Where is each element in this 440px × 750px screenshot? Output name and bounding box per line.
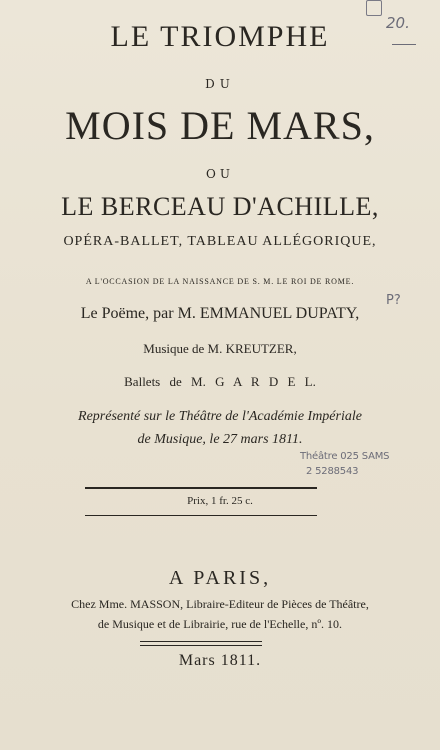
imprint-publisher-1: Chez Mme. MASSON, Libraire-Editeur de Pièces de Théâtre, [71, 597, 369, 611]
performance-line-2: de Musique, le 27 mars 1811. [137, 432, 303, 447]
credit-poem: Le Poëme, par M. EMMANUEL DUPATY, [80, 305, 360, 322]
handwritten-number: 20. [386, 14, 410, 32]
credit-music: Musique de M. KREUTZER, [143, 341, 297, 356]
price-text: Prix, 1 fr. 25 c. [187, 495, 253, 507]
imprint-date: Mars 1811. [178, 652, 262, 669]
title-line-4: OU [206, 167, 234, 181]
title-line-1: LE TRIOMPHE [110, 20, 330, 53]
subtitle-genre: OPÉRA-BALLET, TABLEAU ALLÉGORIQUE, [63, 234, 377, 249]
performance-line-1: Représenté sur le Théâtre de l'Académie Impériale [78, 409, 362, 424]
handwritten-shelfmark-2: 2 5288543 [306, 466, 359, 477]
corner-box-mark [366, 0, 382, 16]
handwritten-query-mark: P? [386, 293, 401, 308]
imprint-city: A PARIS, [168, 567, 272, 589]
title-line-5: LE BERCEAU D'ACHILLE, [61, 192, 379, 221]
handwritten-shelfmark-1: Théâtre 025 SAMS [300, 451, 390, 462]
price-rule-top [85, 487, 317, 489]
imprint-double-rule [140, 641, 262, 646]
subtitle-occasion: A L'OCCASION DE LA NAISSANCE DE S. M. LE ROI DE ROME. [85, 277, 355, 286]
price-rule-bottom [85, 515, 317, 516]
credit-ballets: Ballets de M. G A R D E L. [124, 374, 316, 389]
title-line-2: DU [205, 77, 235, 91]
imprint-publisher-2: de Musique et de Librairie, rue de l'Echelle, nº. 10. [97, 617, 343, 631]
title-line-3: MOIS DE MARS, [65, 103, 375, 148]
